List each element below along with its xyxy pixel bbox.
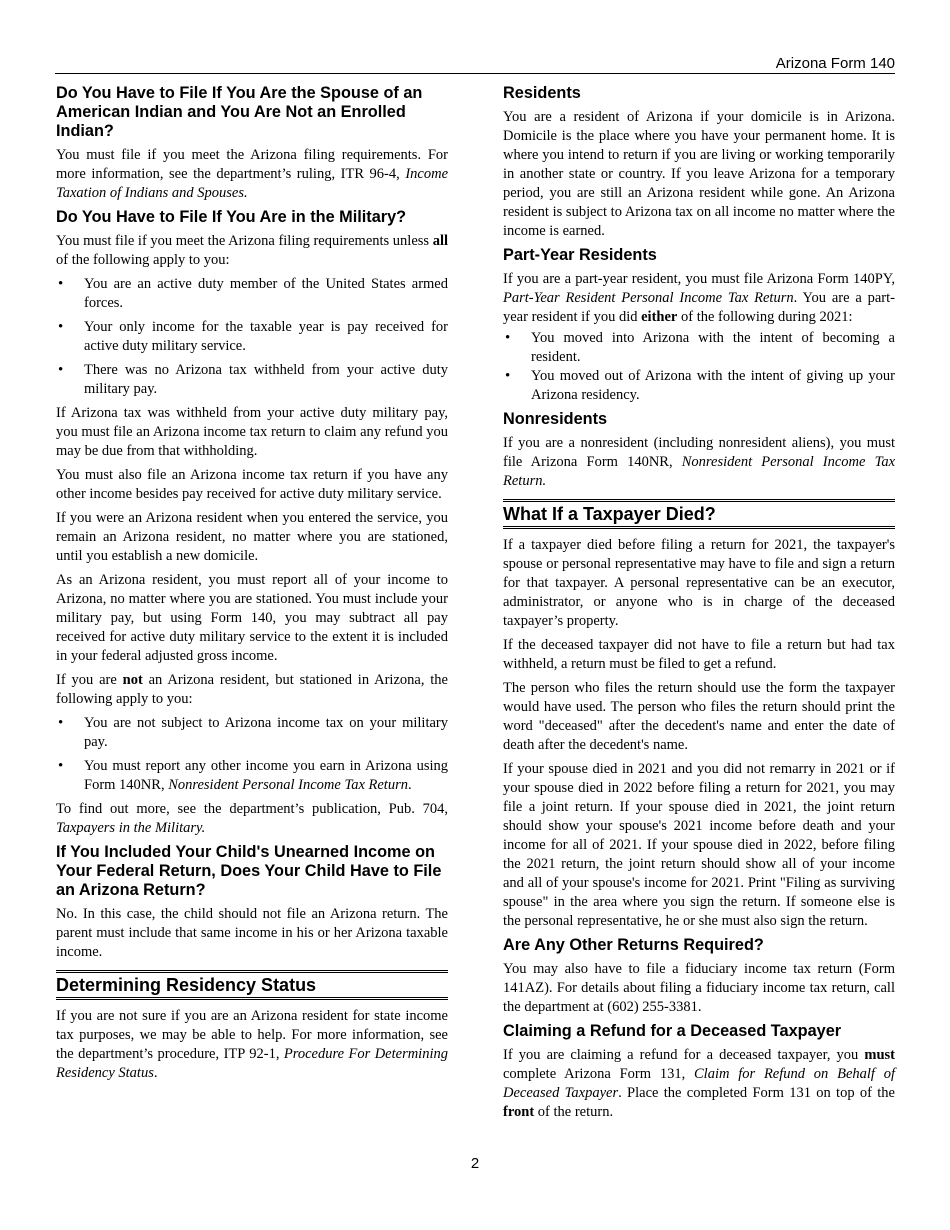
part-year-list	[503, 329, 895, 405]
list-item: • You are an active duty member of the United States armed forces.	[56, 275, 448, 313]
heading-child-unearned-income: If You Included Your Child's Unearned Income on Your Federal Return, Does Your Child Have to File an Arizona Return?	[56, 843, 442, 899]
paragraph: If Arizona tax was withheld from your active duty military pay, you must file an Arizona income tax return to claim any refund you may be due from that withholding.	[56, 405, 448, 459]
right-column	[503, 80, 895, 1127]
paragraph: If you are a part-year resident, you must file Arizona Form 140PY, Part-Year Resident Personal Income Tax Return. You are a part-year resident if you did either of the following during 2021:	[503, 271, 895, 325]
heading-spouse-american-indian: Do You Have to File If You Are the Spouse of an American Indian and You Are Not an Enrolled Indian?	[56, 84, 423, 140]
page-number: 2	[470, 1155, 480, 1172]
left-column	[56, 80, 448, 1088]
paragraph: If you are not an Arizona resident, but stationed in Arizona, the following apply to you:	[56, 672, 448, 707]
heading-military: Do You Have to File If You Are in the Military?	[56, 208, 407, 226]
paragraph: If a taxpayer died before filing a return for 2021, the taxpayer's spouse or personal representative may have to file and sign a return for that taxpayer. A personal representative can be an executor, administrator, or anyone who is in charge of the deceased taxpayer’s property.	[503, 537, 895, 629]
paragraph: If your spouse died in 2021 and you did not remarry in 2021 or if your spouse died in 2022 before filing a return for 2021, you may file a joint return. If your spouse died in 2021, the joint return should show your spouse's 2021 income before death and your income for all of 2021. If your spouse died in 2022, before filing the 2021 return, the joint return should show all of your income and all of your spouse's income for 2021. Print "Filing as surviving spouse" in the area where you sign the return. If someone else is the personal representative, he or she must also sign the return.	[503, 761, 895, 929]
paragraph: If the deceased taxpayer did not have to file a return but had tax withheld, a return must be filed to get a refund.	[503, 637, 895, 672]
nonresident-military-list	[56, 714, 448, 795]
section-heading-taxpayer-died: What If a Taxpayer Died?	[503, 499, 895, 529]
paragraph: If you were an Arizona resident when you entered the service, you remain an Arizona resident, no matter where you are stationed, until you establish a new domicile.	[56, 510, 448, 564]
list-item: • You must report any other income you earn in Arizona using Form 140NR, Nonresident Personal Income Tax Return.	[56, 757, 448, 795]
form-title: Arizona Form 140	[775, 55, 895, 72]
heading-part-year-residents: Part-Year Residents	[503, 246, 657, 264]
heading-other-returns: Are Any Other Returns Required?	[503, 936, 764, 954]
paragraph: If you are not sure if you are an Arizona resident for state income tax purposes, we may be able to help. For more information, see the department’s procedure, ITP 92-1, Procedure For Determining Residency Status.	[56, 1008, 448, 1081]
paragraph: No. In this case, the child should not file an Arizona return. The parent must include that same income in his or her Arizona taxable income.	[56, 906, 448, 960]
paragraph: If you are a nonresident (including nonresident aliens), you must file Arizona Form 140NR, Nonresident Personal Income Tax Return.	[503, 435, 896, 489]
military-requirements-list	[56, 275, 448, 399]
paragraph: If you are claiming a refund for a deceased taxpayer, you must complete Arizona Form 131, Claim for Refund on Behalf of Deceased Taxpayer. Place the completed Form 131 on top of the front of the return.	[503, 1047, 896, 1120]
list-item: • You moved into Arizona with the intent of becoming a resident.	[503, 329, 895, 367]
heading-nonresidents: Nonresidents	[503, 410, 608, 428]
paragraph: As an Arizona resident, you must report all of your income to Arizona, no matter where you are stationed. You must include your military pay, but using Form 140, you may subtract all pay received for active duty military service to the extent it is included in your federal adjusted gross income.	[56, 572, 448, 664]
paragraph: You are a resident of Arizona if your domicile is in Arizona. Domicile is the place where you have your permanent home. It is where you intend to return if you are living or working temporarily in another state or country. If you leave Arizona for a temporary period, you are still an Arizona resident while gone. An Arizona resident is subject to Arizona tax on all income no matter where the income is earned.	[503, 109, 895, 239]
list-item: • You moved out of Arizona with the intent of giving up your Arizona residency.	[503, 367, 895, 405]
heading-refund-deceased: Claiming a Refund for a Deceased Taxpayer	[503, 1022, 842, 1040]
heading-residents: Residents	[503, 84, 581, 102]
paragraph: You may also have to file a fiduciary income tax return (Form 141AZ). For details about filing a fiduciary income tax return, call the department at (602) 255-3381.	[503, 961, 895, 1015]
section-heading-residency-status: Determining Residency Status	[56, 970, 448, 1000]
paragraph: The person who files the return should use the form the taxpayer would have used. The person who files the return should print the word "deceased" after the decedent's name and enter the date of death after the decedent's name.	[503, 680, 895, 753]
paragraph: You must file if you meet the Arizona filing requirements. For more information, see the department’s ruling, ITR 96-4, Income Taxation of Indians and Spouses.	[56, 147, 448, 201]
list-item: • There was no Arizona tax withheld from your active duty military pay.	[56, 361, 448, 399]
paragraph: To find out more, see the department’s publication, Pub. 704, Taxpayers in the Military.	[56, 801, 448, 836]
list-item: • Your only income for the taxable year is pay received for active duty military service.	[56, 318, 448, 356]
list-item: • You are not subject to Arizona income tax on your military pay.	[56, 714, 448, 752]
paragraph: You must file if you meet the Arizona filing requirements unless all of the following apply to you:	[56, 233, 448, 268]
header-divider	[55, 73, 895, 74]
paragraph: You must also file an Arizona income tax return if you have any other income besides pay received for active duty military service.	[56, 467, 448, 502]
